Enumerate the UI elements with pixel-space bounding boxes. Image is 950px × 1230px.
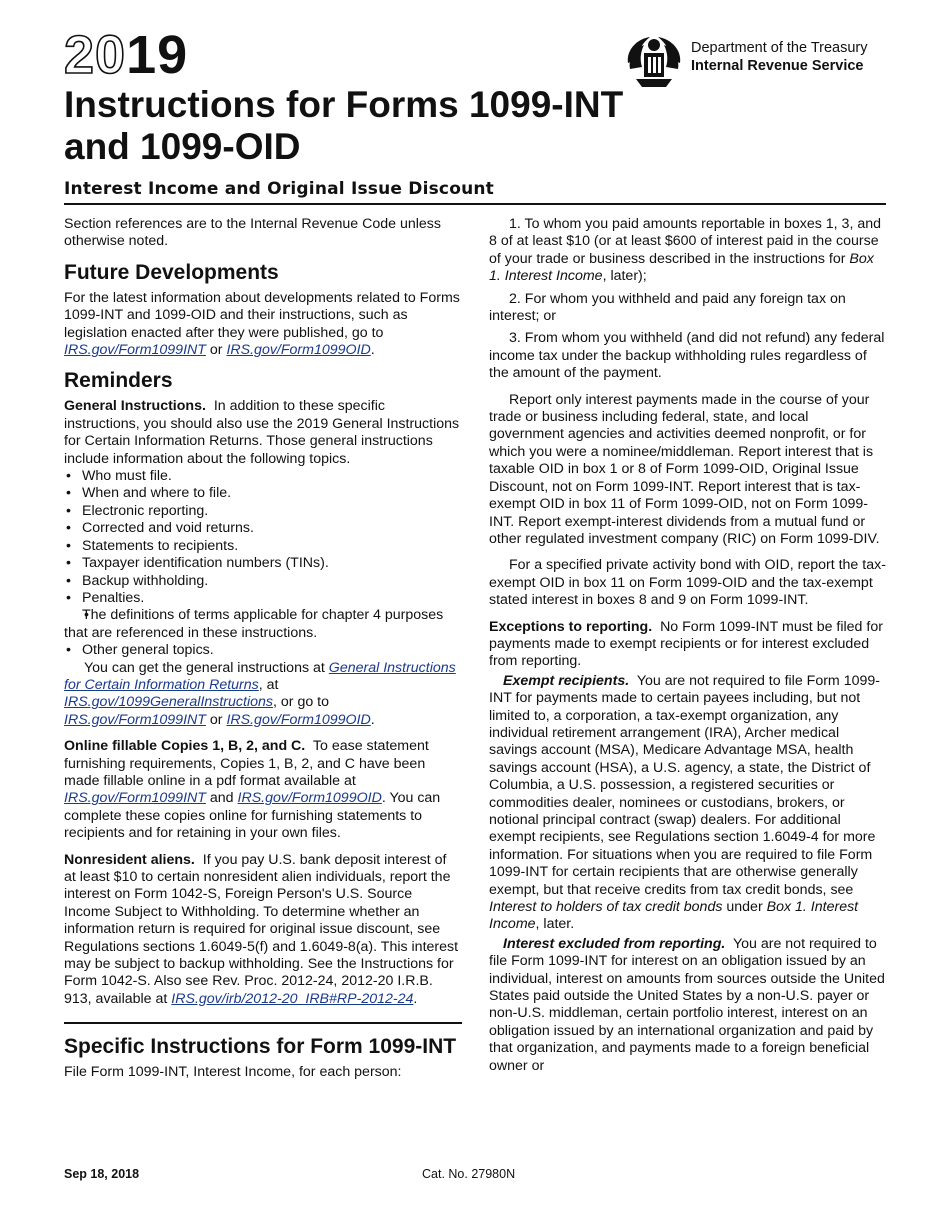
section-divider <box>64 1022 462 1024</box>
agency-department: Department of the Treasury <box>691 40 868 56</box>
numbered-item-3: 3. From whom you withheld (and did not refund) any federal income tax under the backup withholding rules regardless of the amount of the payment. <box>489 330 885 382</box>
topics-list <box>64 468 462 659</box>
link-form1099int[interactable]: IRS.gov/Form1099INT <box>64 711 206 728</box>
link-form1099int[interactable]: IRS.gov/Form1099INT <box>64 790 206 807</box>
agency-irs: Internal Revenue Service <box>691 58 864 74</box>
exceptions-text: Exceptions to reporting. No Form 1099-INT must be filed for payments made to exempt recipients or for interest excluded from reporting. <box>489 618 883 670</box>
right-column <box>489 216 887 1075</box>
header-rule <box>64 203 886 205</box>
link-form1099oid[interactable]: IRS.gov/Form1099OID <box>237 790 382 807</box>
link-form1099oid[interactable]: IRS.gov/Form1099OID <box>226 342 371 359</box>
tax-year <box>64 25 189 85</box>
general-instructions-links: You can get the general instructions at General Instructions for Certain Information Returns, at IRS.gov/1099GeneralInstructions, or go to IRS.gov/Form1099INT or IRS.gov/Form1099OID. <box>64 659 456 728</box>
page-subtitle: Interest Income and Original Issue Discount <box>64 179 495 199</box>
irs-eagle-logo-icon <box>622 33 686 89</box>
link-form1099int[interactable]: IRS.gov/Form1099INT <box>64 342 206 359</box>
agency-name <box>691 39 868 75</box>
interest-excluded-text: Interest excluded from reporting. You are not required to file Form 1099-INT for interest on an obligation issued by an individual, interest on amounts from sources outside the United States paid outside the United States by a non-U.S. payer or non-U.S. middleman, certain portfolio interest, interest on an obligation issued by an international organization and paid by that organization, and payments made to a foreign beneficial owner or <box>489 935 885 1074</box>
left-column <box>64 216 462 1091</box>
footer-date: Sep 18, 2018 <box>64 1167 140 1181</box>
reminders-heading: Reminders <box>64 369 173 393</box>
list-item: • Who must file. <box>64 468 462 485</box>
link-rev-proc[interactable]: IRS.gov/irb/2012-20_IRB#RP-2012-24 <box>171 990 414 1007</box>
footer-catalog-number: Cat. No. 27980N <box>422 1167 516 1181</box>
list-item: • The definitions of terms applicable for chapter 4 purposes that are referenced in these instructions. <box>64 607 462 642</box>
year-solid: 19 <box>126 25 189 85</box>
specific-instructions-heading: Specific Instructions for Form 1099-INT <box>64 1035 457 1059</box>
numbered-item-1: 1. To whom you paid amounts reportable in boxes 1, 3, and 8 of at least $10 (or at least $600 of interest paid in the course of your trade or business described in the instructions for Box 1. Interest Income, later); <box>489 216 881 285</box>
list-item: • Corrected and void returns. <box>64 520 462 537</box>
list-item: • Backup withholding. <box>64 573 462 590</box>
future-developments-heading: Future Developments <box>64 260 279 284</box>
list-item: • When and where to file. <box>64 485 462 502</box>
report-text: Report only interest payments made in the course of your trade or business including federal, state, and local government agencies and activities deemed nonprofit, or for which you were a nominee/middleman. Report interest that is taxable OID in box 1 or 8 of Form 1099-OID, Original Issue Discount, not on Form 1099-INT. Report interest that is tax-exempt OID in box 11 of Form 1099-OID, not on Form 1099-INT. Report exempt-interest dividends from a mutual fund or other regulated investment company (RIC) on Form 1099-DIV. <box>489 391 880 547</box>
general-instructions-text: General Instructions. In addition to these specific instructions, you should also use the 2019 General Instructions for Certain Information Returns. Those general instructions include information about the following topics. <box>64 398 460 467</box>
year-outline: 20 <box>64 25 127 85</box>
numbered-item-2: 2. For whom you withheld and paid any foreign tax on interest; or <box>489 290 846 325</box>
future-developments-text: For the latest information about developments related to Forms 1099-INT and 1099-OID and their instructions, such as legislation enacted after they were published, go to IRS.gov/Form1099INT or IRS.gov/Form1099OID. <box>64 289 460 359</box>
online-fillable-text: Online fillable Copies 1, B, 2, and C. To ease statement furnishing requirements, Copies 1, B, 2, and C have been made fillable online in a pdf format available at IRS.gov/Form1099INT and IRS.gov/Form1099OID. You can complete these copies online for furnishing statements to recipients and for retaining in your own files. <box>64 738 441 842</box>
list-item: • Electronic reporting. <box>64 503 462 520</box>
list-item: • Statements to recipients. <box>64 538 462 555</box>
exempt-recipients-text: Exempt recipients. You are not required to file Form 1099-INT for payments made to certain payees including, but not limited to, a corporation, a tax-exempt organization, any individual retirement arrangement (IRA), Archer medical savings account (MSA), Medicare Advantage MSA, health savings account (HSA), a U.S. agency, a state, the District of Columbia, a U.S. possession, a registered securities or commodities dealer, nominees or custodians, brokers, or notional principal contract (swap) dealers. For additional exempt recipients, see Regulations section 1.6049-4 for more information. For situations when you are required to file Form 1099-INT for certain recipients that are otherwise generally exempt, but that receive credits from tax credit bonds, see Interest to holders of tax credit bonds under Box 1. Interest Income, later. <box>489 672 880 933</box>
link-general-instructions[interactable]: General Instructions for Certain Information Returns <box>64 659 456 693</box>
link-1099-general-instructions[interactable]: IRS.gov/1099GeneralInstructions <box>64 694 273 711</box>
list-item: • Taxpayer identification numbers (TINs). <box>64 555 462 572</box>
specific-instructions-text: File Form 1099-INT, Interest Income, for each person: <box>64 1064 402 1081</box>
private-activity-bond-text: For a specified private activity bond with OID, report the tax-exempt OID in box 11 on Form 1099-OID and the tax-exempt stated interest in boxes 8 and 9 on Form 1099-INT. <box>489 557 886 609</box>
page-title: Instructions for Forms 1099-INT and 1099-OID <box>64 84 624 167</box>
nonresident-aliens-text: Nonresident aliens. If you pay U.S. bank deposit interest of at least $10 to certain nonresident alien individuals, report the interest on Form 1042-S, Foreign Person's U.S. Source Income Subject to Withholding. To determine whether an information return is required for original issue discount, see Regulations sections 1.6049-5(f) and 1.6049-8(a). This interest may be subject to backup withholding. See the Instructions for Form 1042-S. Also see Rev. Proc. 2012-24, 2012-20 I.R.B. 913, available at IRS.gov/irb/2012-20_IRB#RP-2012-24. <box>64 851 459 1007</box>
list-item: • Other general topics. <box>64 642 462 659</box>
link-form1099oid[interactable]: IRS.gov/Form1099OID <box>226 711 371 728</box>
intro-text: Section references are to the Internal Revenue Code unless otherwise noted. <box>64 216 441 250</box>
list-item: • Penalties. <box>64 590 462 607</box>
